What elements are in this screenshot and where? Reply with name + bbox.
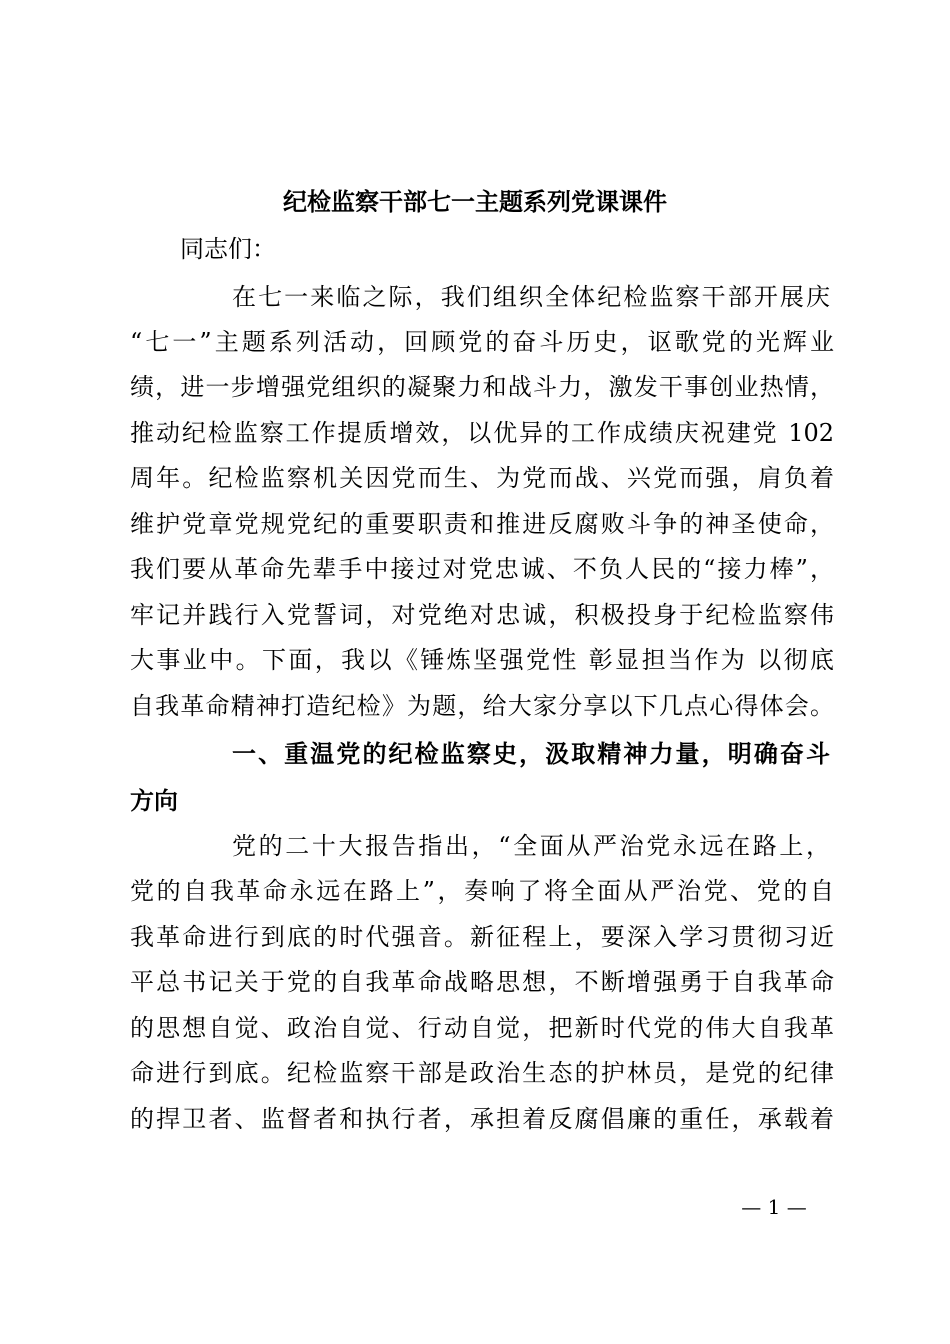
paragraph-line: 我革命进行到底的时代强音。新征程上，要深入学习贯彻习近 xyxy=(130,923,834,951)
paragraph-line: 周年。纪检监察机关因党而生、为党而战、兴党而强，肩负着 xyxy=(130,464,834,492)
salutation: 同志们： xyxy=(180,235,276,263)
page-number: — 1 — xyxy=(741,1195,807,1219)
section-heading-line: 一、重温党的纪检监察史，汲取精神力量，明确奋斗 xyxy=(232,740,830,768)
paragraph-line: 党的自我革命永远在路上”，奏响了将全面从严治党、党的自 xyxy=(130,877,834,905)
paragraph-line: “七一”主题系列活动，回顾党的奋斗历史，讴歌党的光辉业 xyxy=(130,328,834,356)
section-heading-line: 方向 xyxy=(130,787,178,815)
paragraph-line: 党的二十大报告指出，“全面从严治党永远在路上， xyxy=(232,832,830,860)
paragraph-line: 推动纪检监察工作提质增效，以优异的工作成绩庆祝建党 102 xyxy=(130,419,834,447)
document-title: 纪检监察干部七一主题系列党课课件 xyxy=(283,187,667,216)
paragraph-line: 自我革命精神打造纪检》为题，给大家分享以下几点心得体会。 xyxy=(130,692,834,720)
paragraph-line: 牢记并践行入党誓词，对党绝对忠诚，积极投身于纪检监察伟 xyxy=(130,601,834,629)
paragraph-line: 命进行到底。纪检监察干部是政治生态的护林员，是党的纪律 xyxy=(130,1059,834,1087)
paragraph-line: 维护党章党规党纪的重要职责和推进反腐败斗争的神圣使命， xyxy=(130,510,834,538)
paragraph-line: 我们要从革命先辈手中接过对党忠诚、不负人民的“接力棒”， xyxy=(130,555,834,583)
paragraph-line: 的捍卫者、监督者和执行者，承担着反腐倡廉的重任，承载着 xyxy=(130,1105,834,1133)
paragraph-line: 大事业中。下面，我以《锤炼坚强党性 彰显担当作为 以彻底 xyxy=(130,646,834,674)
paragraph-line: 平总书记关于党的自我革命战略思想，不断增强勇于自我革命 xyxy=(130,968,834,996)
paragraph-line: 在七一来临之际，我们组织全体纪检监察干部开展庆 xyxy=(232,283,830,311)
paragraph-line: 绩，进一步增强党组织的凝聚力和战斗力，激发干事创业热情， xyxy=(130,373,834,401)
paragraph-line: 的思想自觉、政治自觉、行动自觉，把新时代党的伟大自我革 xyxy=(130,1014,834,1042)
